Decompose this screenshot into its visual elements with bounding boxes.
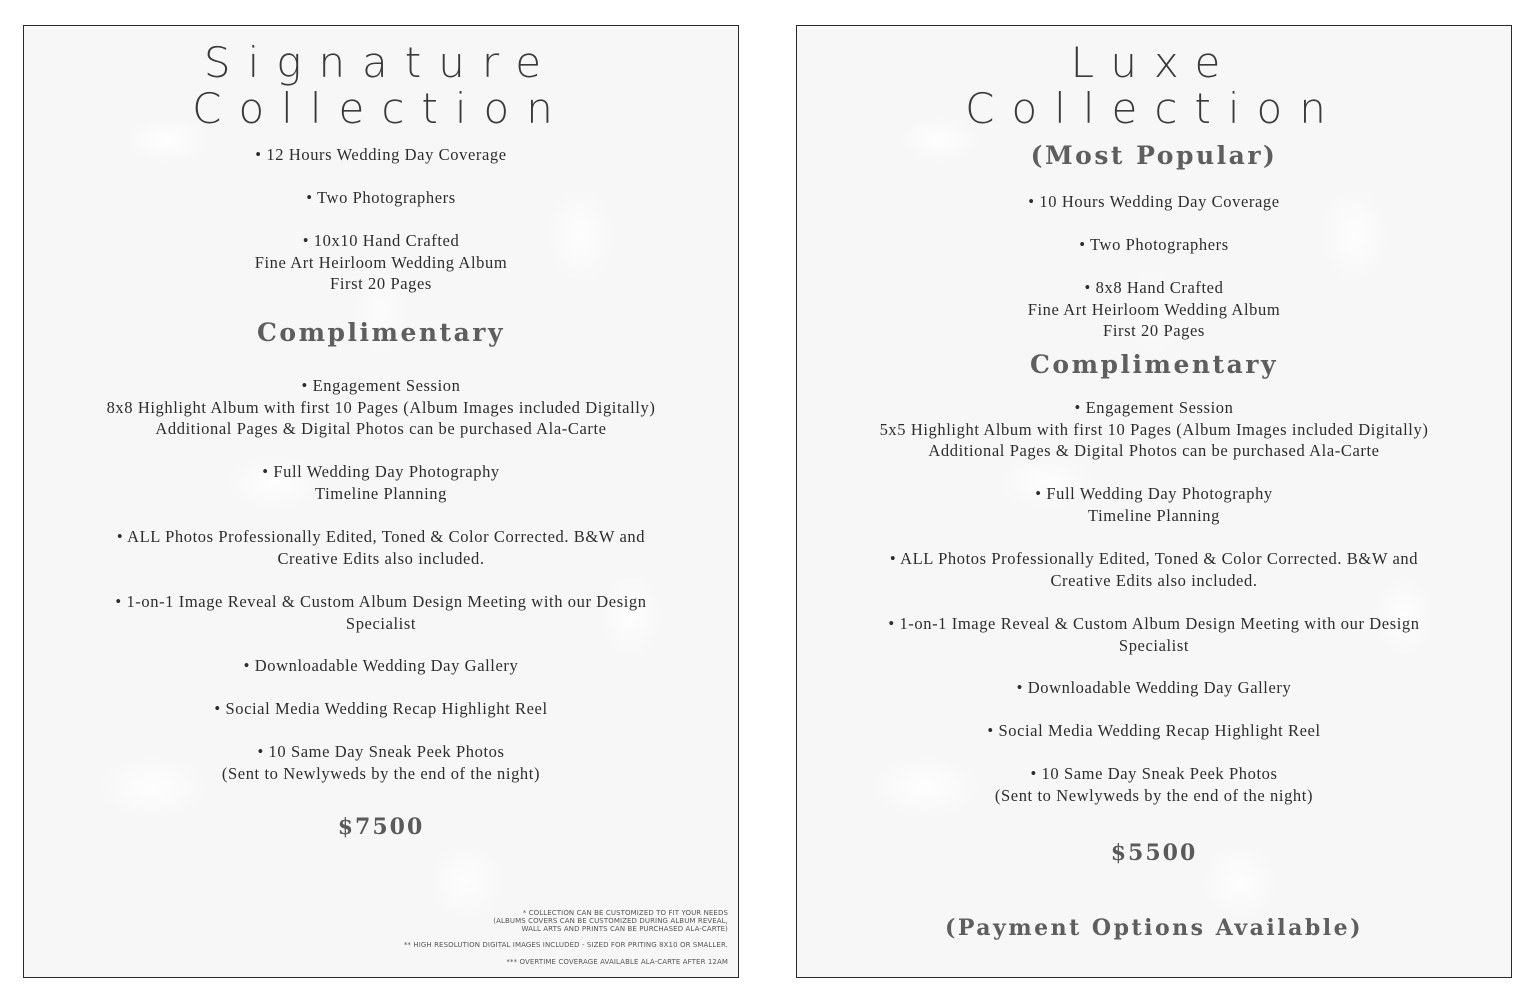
signature-item-line: • Downloadable Wedding Day Gallery [243,656,519,675]
signature-item-line: Creative Edits also included. [277,548,485,568]
signature-item-line: • Two Photographers [306,188,456,207]
luxe-item-line: Creative Edits also included. [1050,570,1258,590]
luxe-item-line: • Downloadable Wedding Day Gallery [1016,678,1292,697]
luxe-item-line: • 10 Hours Wedding Day Coverage [1028,192,1280,211]
signature-complimentary-item [64,375,698,440]
footnote-line: ** HIGH RESOLUTION DIGITAL IMAGES INCLUDED - SIZED FOR PRITING 8X10 OR SMALLER. [403,941,728,949]
signature-title-line2: Collection [192,84,570,133]
luxe-item-line: • 1-on-1 Image Reveal & Custom Album Design Meeting with our Design [888,614,1420,633]
luxe-item-line: • Full Wedding Day Photography [1035,484,1273,503]
luxe-item-line: Fine Art Heirloom Wedding Album [1027,299,1281,319]
luxe-item-line: • Engagement Session [1074,398,1234,417]
signature-item-line: (Sent to Newlyweds by the end of the night) [221,763,541,783]
signature-item-line: • 1-on-1 Image Reveal & Custom Album Design Meeting with our Design [115,592,647,611]
signature-complimentary-item [64,526,698,569]
luxe-subtitle: (Most Popular) [1030,141,1278,170]
signature-complimentary-heading: Complimentary [257,318,505,347]
signature-complimentary-item [64,698,698,720]
signature-item-line: • 12 Hours Wedding Day Coverage [255,145,507,164]
luxe-item [837,277,1471,342]
luxe-item-line: Additional Pages & Digital Photos can be purchased Ala-Carte [928,441,1380,460]
signature-item [64,187,698,209]
luxe-item-line: Timeline Planning [1088,505,1220,525]
luxe-item-line: (Sent to Newlyweds by the end of the night) [994,785,1314,805]
signature-complimentary-item [64,655,698,677]
luxe-title [797,40,1511,132]
signature-title [24,40,738,132]
luxe-item-line: • 10 Same Day Sneak Peek Photos [1030,764,1278,783]
luxe-price: $5500 [1110,840,1198,866]
luxe-title-line1: Luxe [1070,38,1238,87]
luxe-complimentary-heading: Complimentary [1030,350,1278,379]
signature-title-line1: Signature [203,38,559,87]
signature-collection-panel [23,25,739,978]
signature-item-line: • Full Wedding Day Photography [262,462,500,481]
signature-item-line: Additional Pages & Digital Photos can be purchased Ala-Carte [155,419,607,438]
luxe-complimentary-item [837,763,1471,806]
luxe-collection-panel [796,25,1512,978]
signature-item-line: • 10x10 Hand Crafted [302,231,460,250]
luxe-title-line2: Collection [965,84,1343,133]
luxe-item-line: • Two Photographers [1079,235,1229,254]
luxe-item [837,234,1471,256]
signature-item-line: 8x8 Highlight Album with first 10 Pages (Album Images included Digitally) [106,397,656,417]
signature-item-line: First 20 Pages [330,274,432,293]
footnote-line: (ALBUMS COVERS CAN BE CUSTOMIZED DURING ALBUM REVEAL, [493,917,728,925]
signature-item-line: • ALL Photos Professionally Edited, Toned & Color Corrected. B&W and [116,527,646,546]
luxe-payment-note: (Payment Options Available) [944,915,1364,941]
footnote-line: WALL ARTS AND PRINTS CAN BE PURCHASED ALA-CARTE) [521,925,728,933]
luxe-complimentary-item [837,613,1471,656]
footnote-line: * COLLECTION CAN BE CUSTOMIZED TO FIT YOUR NEEDS [522,909,728,917]
luxe-complimentary-item [837,483,1471,526]
luxe-complimentary-item [837,397,1471,462]
footnote-line: *** OVERTIME COVERAGE AVAILABLE ALA-CARTE AFTER 12AM [506,958,728,966]
signature-item-line: • 10 Same Day Sneak Peek Photos [257,742,505,761]
signature-item [64,144,698,166]
signature-item-line: Specialist [345,613,417,633]
luxe-complimentary-item [837,548,1471,591]
signature-complimentary-item [64,741,698,784]
signature-item-line: • Engagement Session [301,376,461,395]
luxe-item [837,191,1471,213]
signature-footnotes [404,909,728,966]
signature-item-line: Timeline Planning [315,483,447,503]
luxe-item-line: Specialist [1118,635,1190,655]
signature-item-line: • Social Media Wedding Recap Highlight Reel [214,699,548,718]
luxe-item-line: • ALL Photos Professionally Edited, Toned & Color Corrected. B&W and [889,549,1419,568]
luxe-item-line: • Social Media Wedding Recap Highlight Reel [987,721,1321,740]
luxe-item-line: First 20 Pages [1103,321,1205,340]
luxe-item-line: • 8x8 Hand Crafted [1084,278,1224,297]
signature-complimentary-item [64,591,698,634]
signature-item-line: Fine Art Heirloom Wedding Album [254,252,508,272]
signature-price: $7500 [337,814,425,840]
luxe-item-line: 5x5 Highlight Album with first 10 Pages (Album Images included Digitally) [879,419,1429,439]
luxe-complimentary-item [837,677,1471,699]
signature-item [64,230,698,295]
signature-complimentary-item [64,461,698,504]
luxe-complimentary-item [837,720,1471,742]
